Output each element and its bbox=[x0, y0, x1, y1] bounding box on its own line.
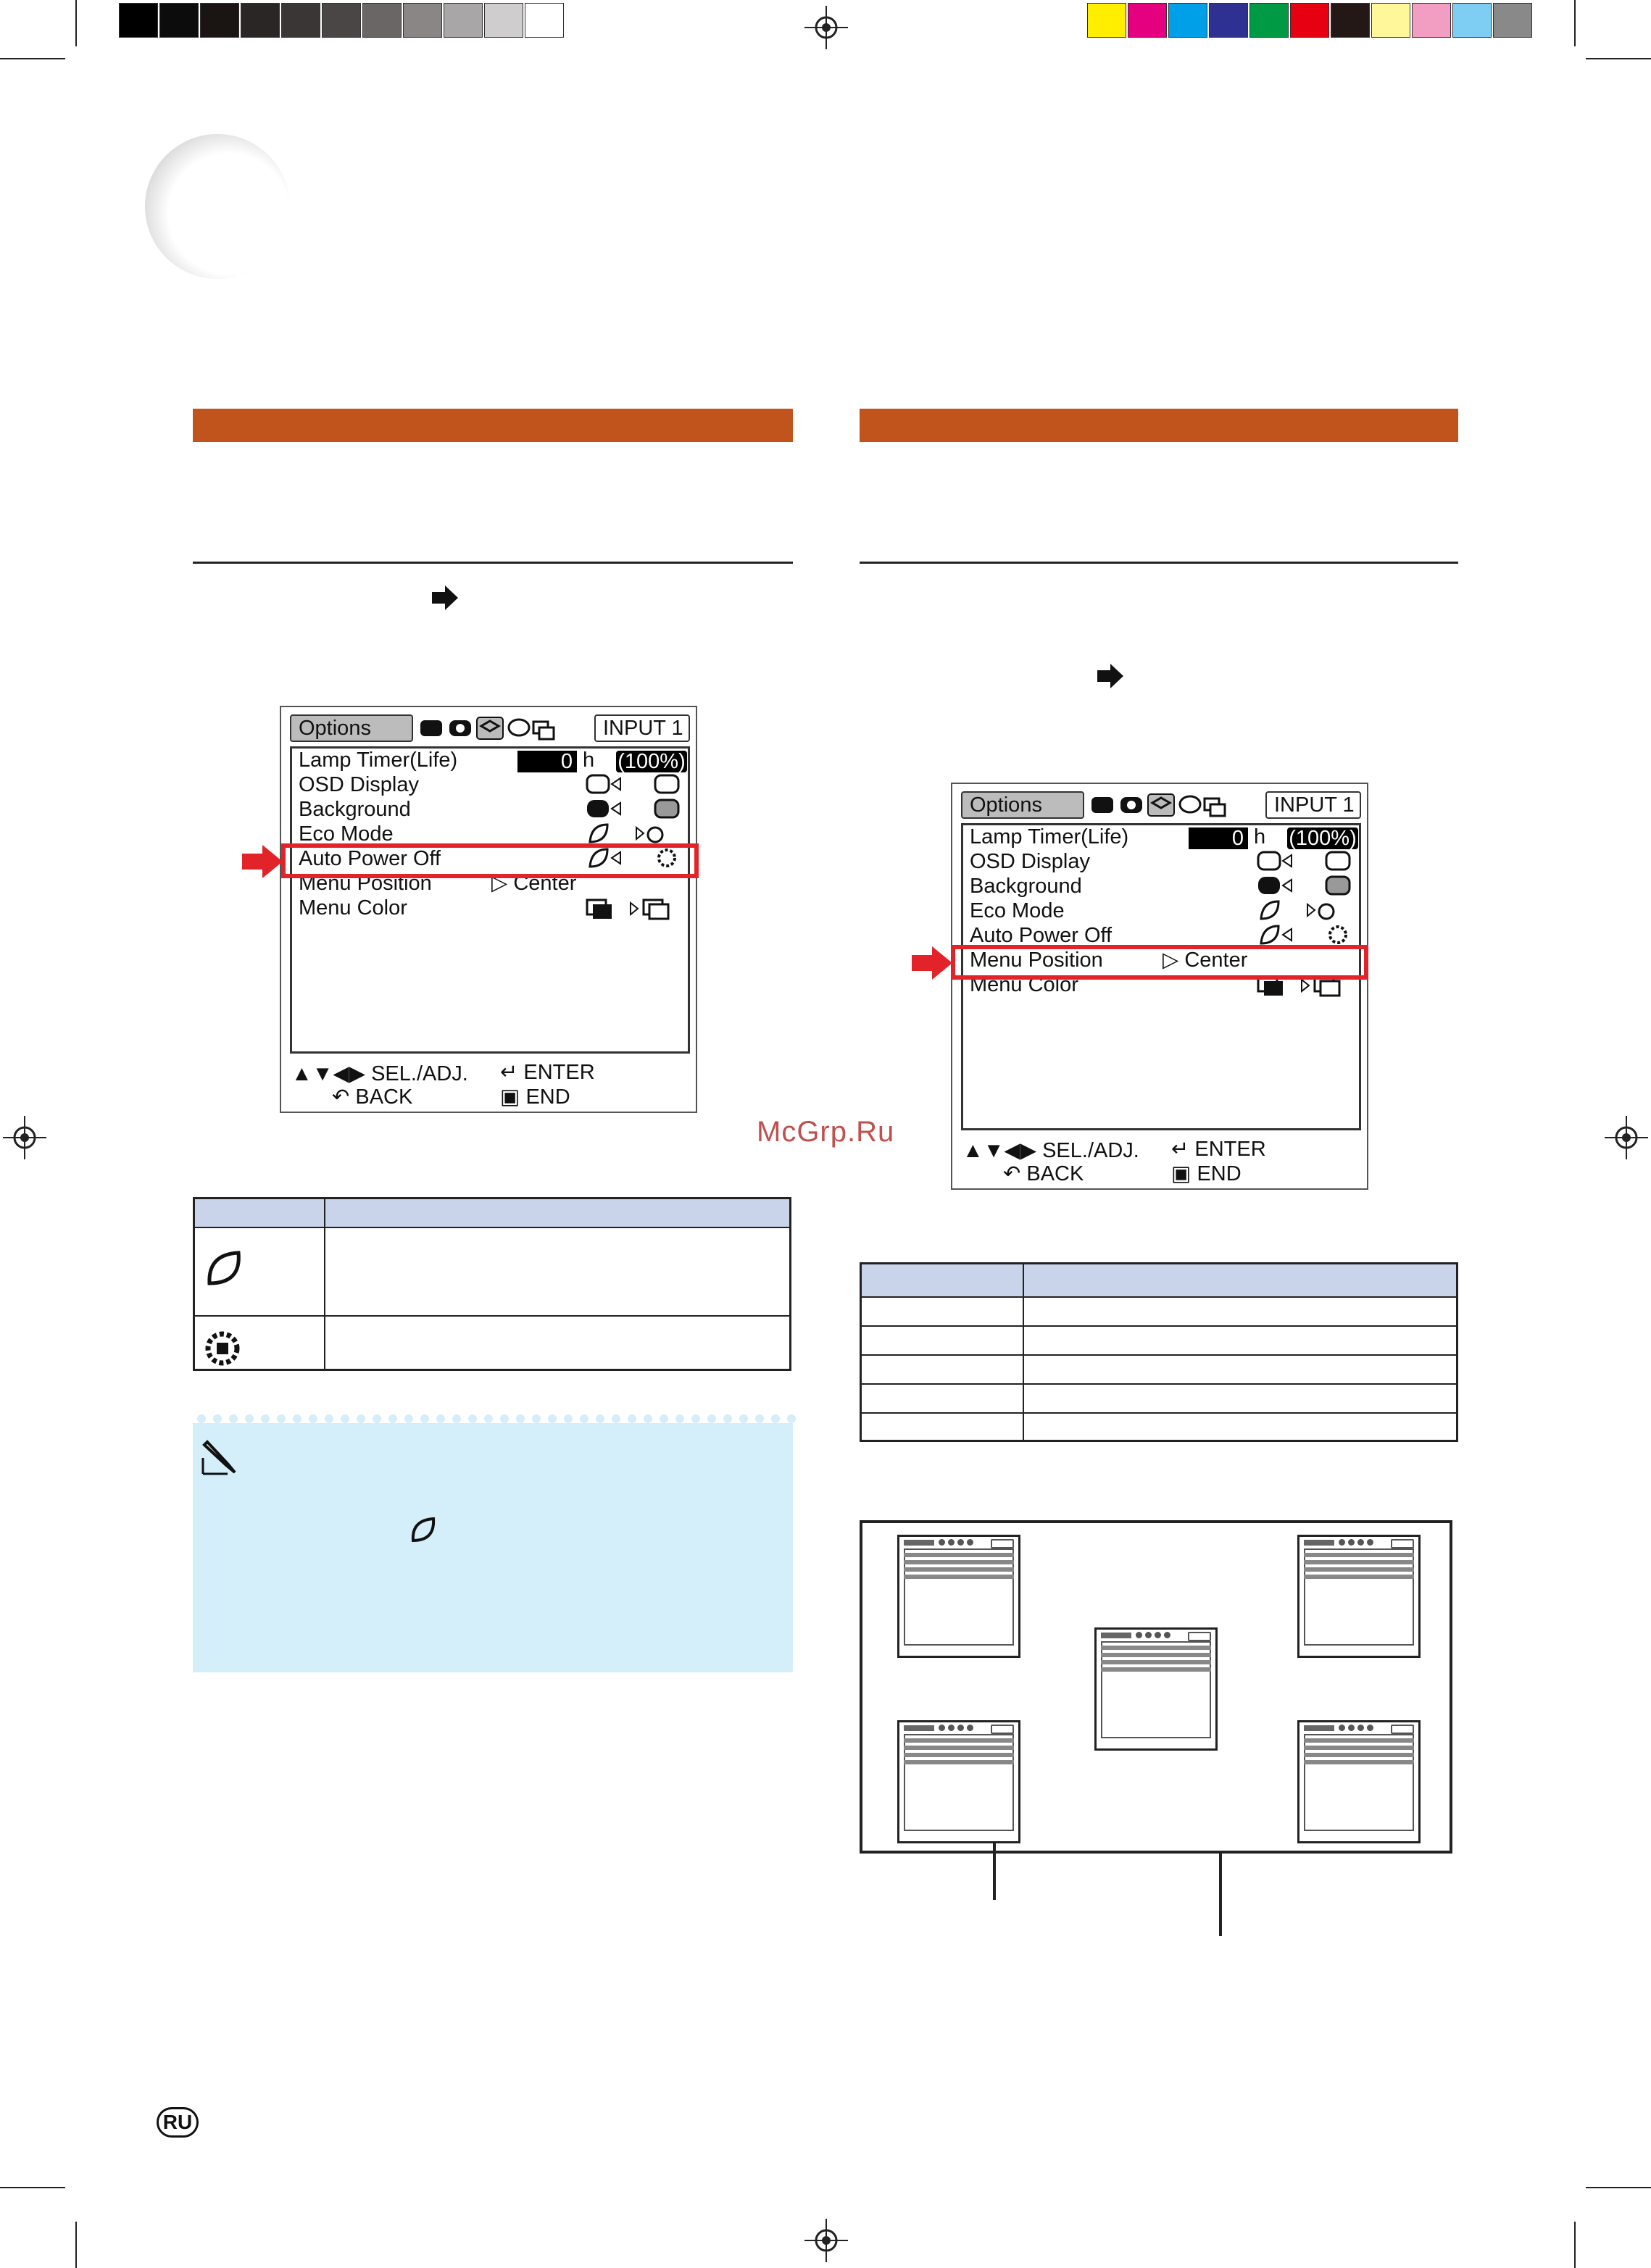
note-border-dot bbox=[739, 1414, 748, 1423]
menu-position-diagram bbox=[860, 1520, 1452, 1854]
osd-lamp-percent: (100%) bbox=[616, 751, 687, 772]
registration-target-bottom bbox=[804, 2219, 848, 2262]
pointer-arrow-icon bbox=[242, 845, 283, 878]
note-border-dot bbox=[229, 1414, 238, 1423]
color-swatch bbox=[1249, 3, 1289, 38]
pencil-note-icon bbox=[199, 1436, 242, 1480]
mini-menu-bottom-right bbox=[1297, 1720, 1421, 1843]
note-border-dot bbox=[293, 1414, 301, 1423]
osd-lamp-hours: 0 bbox=[517, 751, 577, 772]
osd-row-menu-position: Menu Position bbox=[299, 872, 432, 895]
color-swatch bbox=[403, 3, 442, 38]
osd-footer-enter: ↵ ENTER bbox=[500, 1061, 595, 1084]
osd-row-lamp-timer: Lamp Timer(Life) bbox=[970, 825, 1129, 849]
osd-menu-icons bbox=[419, 716, 557, 741]
note-box bbox=[193, 1412, 793, 1672]
osd-menu-position-value: ▷ Center bbox=[1163, 949, 1248, 972]
note-border-dot bbox=[452, 1414, 461, 1423]
osd-row-menu-position: Menu Position bbox=[970, 949, 1103, 972]
callout-line-left bbox=[993, 1842, 996, 1900]
osd-row-background: Background bbox=[970, 875, 1082, 898]
color-swatch bbox=[1493, 3, 1532, 38]
note-border-dot bbox=[532, 1414, 541, 1423]
color-swatch bbox=[1371, 3, 1410, 38]
note-border-dot bbox=[309, 1414, 317, 1423]
color-swatch bbox=[1412, 3, 1451, 38]
mini-menu-bottom-left bbox=[897, 1720, 1020, 1843]
language-badge: RU bbox=[157, 2107, 199, 2138]
registration-target-right bbox=[1605, 1116, 1648, 1159]
osd-row-eco-mode: Eco Mode bbox=[299, 822, 394, 846]
note-border-dot bbox=[660, 1414, 668, 1423]
table-header bbox=[195, 1199, 789, 1227]
color-swatch bbox=[1452, 3, 1492, 38]
table-header-right bbox=[862, 1264, 1456, 1296]
mini-menu-top-left bbox=[897, 1535, 1020, 1658]
color-swatch bbox=[200, 3, 239, 38]
osd-row-background: Background bbox=[299, 798, 411, 821]
color-swatch bbox=[484, 3, 523, 38]
osd-tab-options-right: Options bbox=[961, 791, 1084, 819]
section-rule-right bbox=[860, 562, 1458, 564]
auto-power-off-table bbox=[193, 1197, 791, 1371]
section-rule-left bbox=[193, 562, 793, 564]
color-swatch bbox=[241, 3, 280, 38]
color-swatch bbox=[1331, 3, 1370, 38]
color-swatch bbox=[281, 3, 320, 38]
step-arrow-icon-right bbox=[1097, 664, 1123, 688]
osd-tab-options bbox=[290, 714, 413, 742]
note-border-dot bbox=[644, 1414, 652, 1423]
osd-row-osd-display: OSD Display bbox=[299, 773, 419, 796]
osd-menu-icons-right bbox=[1090, 793, 1228, 817]
note-border-dot bbox=[548, 1414, 557, 1423]
note-border-dot bbox=[787, 1414, 796, 1423]
eco-leaf-inline-icon bbox=[409, 1516, 438, 1545]
note-border-dot bbox=[468, 1414, 477, 1423]
osd-row-menu-color: Menu Color bbox=[970, 973, 1078, 996]
osd-footer-sel: ▲▼◀▶ SEL./ADJ. bbox=[291, 1062, 468, 1085]
osd-screenshot-menu-position bbox=[951, 783, 1368, 1190]
registration-target-left bbox=[3, 1116, 46, 1159]
note-border-dot bbox=[516, 1414, 525, 1423]
color-swatch bbox=[1087, 3, 1126, 38]
color-swatch bbox=[322, 3, 361, 38]
eco-leaf-icon bbox=[204, 1248, 244, 1289]
note-border-dot bbox=[691, 1414, 700, 1423]
osd-row-auto-power-off: Auto Power Off bbox=[299, 847, 441, 870]
note-border-dot bbox=[500, 1414, 509, 1423]
osd-lamp-hours: 0 bbox=[1189, 827, 1248, 849]
mini-menu-top-right bbox=[1297, 1535, 1421, 1658]
osd-footer-end: ▣ END bbox=[500, 1085, 570, 1109]
osd-row-auto-power-off: Auto Power Off bbox=[970, 924, 1113, 947]
chapter-circle bbox=[145, 134, 290, 279]
note-border-dot bbox=[357, 1414, 365, 1423]
section-header-bar-left bbox=[193, 409, 793, 442]
section-header-bar-right bbox=[860, 409, 1458, 442]
osd-menu-position-value: ▷ Center bbox=[491, 872, 577, 895]
mini-menu-center bbox=[1094, 1627, 1218, 1751]
note-border-dot bbox=[580, 1414, 589, 1423]
color-swatch bbox=[1128, 3, 1167, 38]
osd-footer-sel: ▲▼◀▶ SEL./ADJ. bbox=[962, 1139, 1139, 1162]
osd-footer-enter: ↵ ENTER bbox=[1171, 1138, 1266, 1161]
note-border-dot bbox=[484, 1414, 493, 1423]
osd-lamp-unit: h bbox=[1254, 825, 1266, 849]
osd-footer-end: ▣ END bbox=[1171, 1162, 1242, 1185]
osd-tab-label: Options bbox=[299, 717, 371, 740]
note-border-dot bbox=[564, 1414, 573, 1423]
note-border-dot bbox=[675, 1414, 684, 1423]
note-border-dot bbox=[755, 1414, 764, 1423]
highlight-auto-power-off bbox=[281, 843, 699, 878]
note-border-dot bbox=[388, 1414, 397, 1423]
osd-row-eco-mode: Eco Mode bbox=[970, 899, 1065, 922]
note-border-dot bbox=[213, 1414, 222, 1423]
watermark-text: McGrp.Ru bbox=[757, 1116, 895, 1148]
note-border-dot bbox=[277, 1414, 286, 1423]
note-border-dot bbox=[771, 1414, 780, 1423]
osd-lamp-unit: h bbox=[583, 749, 595, 772]
osd-lamp-percent: (100%) bbox=[1287, 827, 1358, 849]
auto-power-off-icon bbox=[202, 1327, 246, 1367]
note-border-dot bbox=[341, 1414, 349, 1423]
step-arrow-icon bbox=[432, 585, 458, 610]
osd-footer-back: ↶ BACK bbox=[1003, 1162, 1084, 1185]
color-swatch bbox=[159, 3, 199, 38]
color-swatch bbox=[1209, 3, 1248, 38]
note-border-dot bbox=[723, 1414, 732, 1423]
note-border-dot bbox=[245, 1414, 254, 1423]
menu-position-table bbox=[860, 1262, 1458, 1442]
note-border-dot bbox=[420, 1414, 429, 1423]
osd-footer-back: ↶ BACK bbox=[332, 1085, 413, 1109]
note-border-dot bbox=[628, 1414, 636, 1423]
note-border-dot bbox=[707, 1414, 716, 1423]
callout-line-right bbox=[1219, 1854, 1222, 1936]
color-swatch bbox=[525, 3, 564, 38]
color-swatch bbox=[1290, 3, 1329, 38]
note-border-dot bbox=[261, 1414, 270, 1423]
note-border-dot bbox=[325, 1414, 333, 1423]
highlight-menu-position bbox=[951, 945, 1368, 980]
osd-row-osd-display: OSD Display bbox=[970, 850, 1090, 873]
color-swatch bbox=[119, 3, 158, 38]
color-swatch bbox=[362, 3, 402, 38]
osd-input-label-right: INPUT 1 bbox=[1265, 791, 1361, 819]
note-border-dot bbox=[612, 1414, 620, 1423]
note-border-dot bbox=[197, 1414, 206, 1423]
color-swatch bbox=[444, 3, 483, 38]
color-swatch bbox=[1168, 3, 1207, 38]
osd-row-lamp-timer: Lamp Timer(Life) bbox=[299, 749, 458, 772]
pointer-arrow-icon-right bbox=[912, 946, 952, 980]
note-border-dot bbox=[436, 1414, 445, 1423]
note-border-dot bbox=[404, 1414, 413, 1423]
osd-input-label: INPUT 1 bbox=[594, 714, 690, 742]
note-border-dot bbox=[596, 1414, 604, 1423]
osd-row-menu-color: Menu Color bbox=[299, 896, 407, 920]
osd-screenshot-auto-power-off bbox=[280, 706, 697, 1113]
note-border-dot bbox=[373, 1414, 381, 1423]
registration-target-top bbox=[804, 6, 848, 49]
